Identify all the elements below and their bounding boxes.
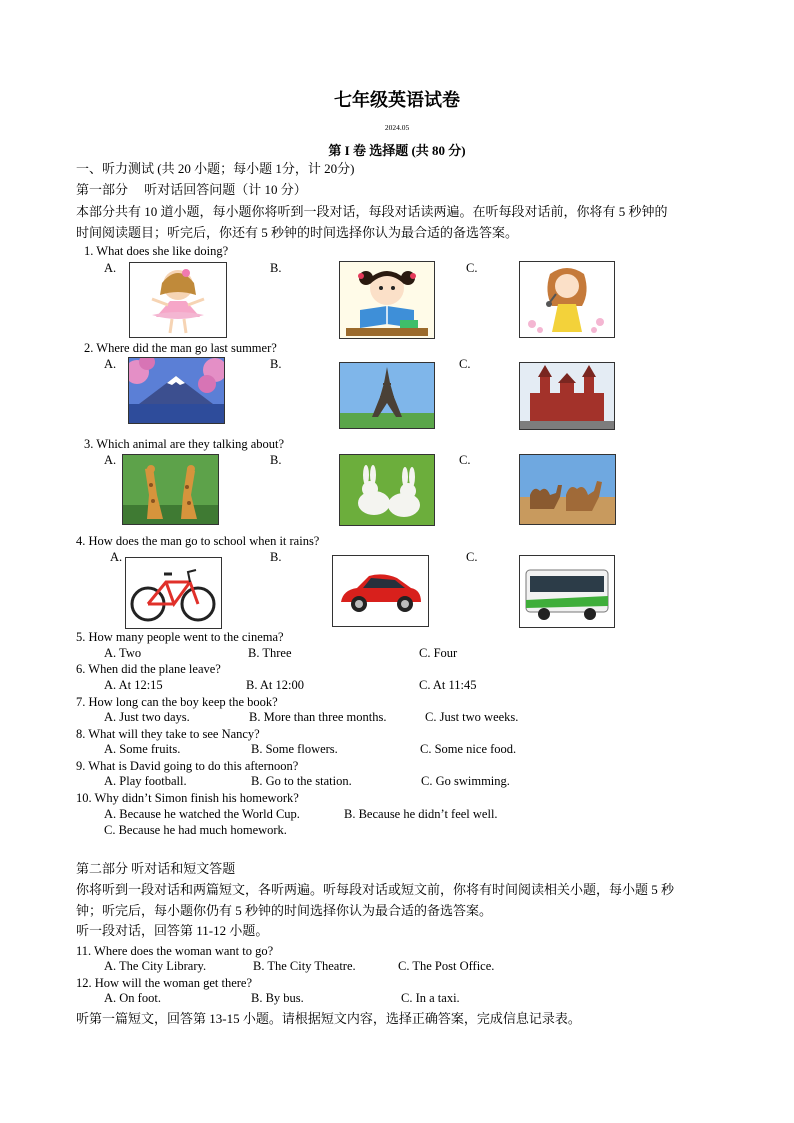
question-stem: 4. How does the man go to school when it rains? xyxy=(76,534,320,548)
option-text: C. Because he had much homework. xyxy=(104,823,287,837)
option-label: A. xyxy=(104,453,117,467)
option-text: B. More than three months. xyxy=(249,710,387,724)
option-text: B. Three xyxy=(248,646,292,660)
part2-title: 第二部分 听对话和短文答题 xyxy=(76,861,236,876)
question-stem: 12. How will the woman get there? xyxy=(76,976,252,990)
option-text: A. On foot. xyxy=(104,991,161,1005)
option-label: A. xyxy=(104,261,117,275)
option-label: C. xyxy=(459,453,471,467)
part1-title: 第一部分 听对话回答问题（计 10 分） xyxy=(76,182,307,197)
section-heading: 一、听力测试 (共 20 小题；每小题 1分，计 20分) xyxy=(76,161,355,176)
option-text: B. By bus. xyxy=(251,991,304,1005)
rabbits-picture xyxy=(339,454,435,526)
option-text: B. Because he didn’t feel well. xyxy=(344,807,498,821)
giraffes-picture xyxy=(122,454,219,525)
option-label: B. xyxy=(270,261,282,275)
option-label: B. xyxy=(270,550,282,564)
question-stem: 8. What will they take to see Nancy? xyxy=(76,727,260,741)
option-text: C. Four xyxy=(419,646,458,660)
part1-instructions-line1: 本部分共有 10 道小题，每小题你将听到一段对话，每段对话读两遍。在听每段对话前，你将有 5 秒钟的 xyxy=(76,204,668,219)
option-text: C. Just two weeks. xyxy=(425,710,519,724)
eiffel-tower-picture xyxy=(339,362,435,429)
question-stem: 2. Where did the man go last summer? xyxy=(84,341,277,355)
option-label: C. xyxy=(459,357,471,371)
option-text: A. Just two days. xyxy=(104,710,190,724)
bus-picture xyxy=(519,555,615,628)
question-stem: 10. Why didn’t Simon finish his homework? xyxy=(76,791,299,805)
option-text: C. At 11:45 xyxy=(419,678,477,692)
part2-instructions-line2: 钟；听完后，每小题你仍有 5 秒钟的时间选择你认为最合适的备选答案。 xyxy=(76,903,493,918)
singing-girl-picture xyxy=(519,261,615,338)
option-text: C. In a taxi. xyxy=(401,991,460,1005)
question-stem: 6. When did the plane leave? xyxy=(76,662,221,676)
question-stem: 11. Where does the woman want to go? xyxy=(76,944,274,958)
dialogue-intro: 听一段对话，回答第 11-12 小题。 xyxy=(76,923,269,938)
volume-title: 第 I 卷 选择题 (共 80 分) xyxy=(328,143,466,158)
option-text: A. Some fruits. xyxy=(104,742,181,756)
mount-fuji-picture xyxy=(128,357,225,424)
option-label: C. xyxy=(466,550,478,564)
camels-picture xyxy=(519,454,616,525)
option-label: A. xyxy=(104,357,117,371)
passage-intro: 听第一篇短文，回答第 13-15 小题。请根据短文内容，选择正确答案，完成信息记录表。 xyxy=(76,1011,581,1026)
reading-girl-picture xyxy=(339,261,435,339)
car-picture xyxy=(332,555,429,627)
option-label: C. xyxy=(466,261,478,275)
question-stem: 5. How many people went to the cinema? xyxy=(76,630,284,644)
exam-date: 2024.05 xyxy=(384,123,410,132)
red-square-museum-picture xyxy=(519,362,615,430)
option-text: A. Two xyxy=(104,646,142,660)
option-text: A. Because he watched the World Cup. xyxy=(104,807,300,821)
option-text: B. Some flowers. xyxy=(251,742,338,756)
option-text: A. At 12:15 xyxy=(104,678,163,692)
part1-instructions-line2: 时间阅读题目；听完后，你还有 5 秒钟的时间选择你认为最合适的备选答案。 xyxy=(76,225,519,240)
option-text: C. Go swimming. xyxy=(421,774,510,788)
question-stem: 9. What is David going to do this afternoon? xyxy=(76,759,299,773)
question-stem: 1. What does she like doing? xyxy=(84,244,229,258)
option-text: C. Some nice food. xyxy=(420,742,517,756)
option-text: C. The Post Office. xyxy=(398,959,495,973)
option-text: A. Play football. xyxy=(104,774,187,788)
option-label: B. xyxy=(270,357,282,371)
ballet-girl-picture xyxy=(129,262,227,338)
question-stem: 3. Which animal are they talking about? xyxy=(84,437,285,451)
question-stem: 7. How long can the boy keep the book? xyxy=(76,695,278,709)
page-title: 七年级英语试卷 xyxy=(334,90,460,110)
bicycle-picture xyxy=(125,557,222,629)
part2-instructions-line1: 你将听到一段对话和两篇短文，各听两遍。听每段对话或短文前，你将有时间阅读相关小题，每小题 5 秒 xyxy=(76,882,675,897)
option-text: A. The City Library. xyxy=(104,959,207,973)
option-label: A. xyxy=(110,550,123,564)
option-text: B. The City Theatre. xyxy=(253,959,356,973)
option-text: B. At 12:00 xyxy=(246,678,304,692)
option-text: B. Go to the station. xyxy=(251,774,352,788)
option-label: B. xyxy=(270,453,282,467)
